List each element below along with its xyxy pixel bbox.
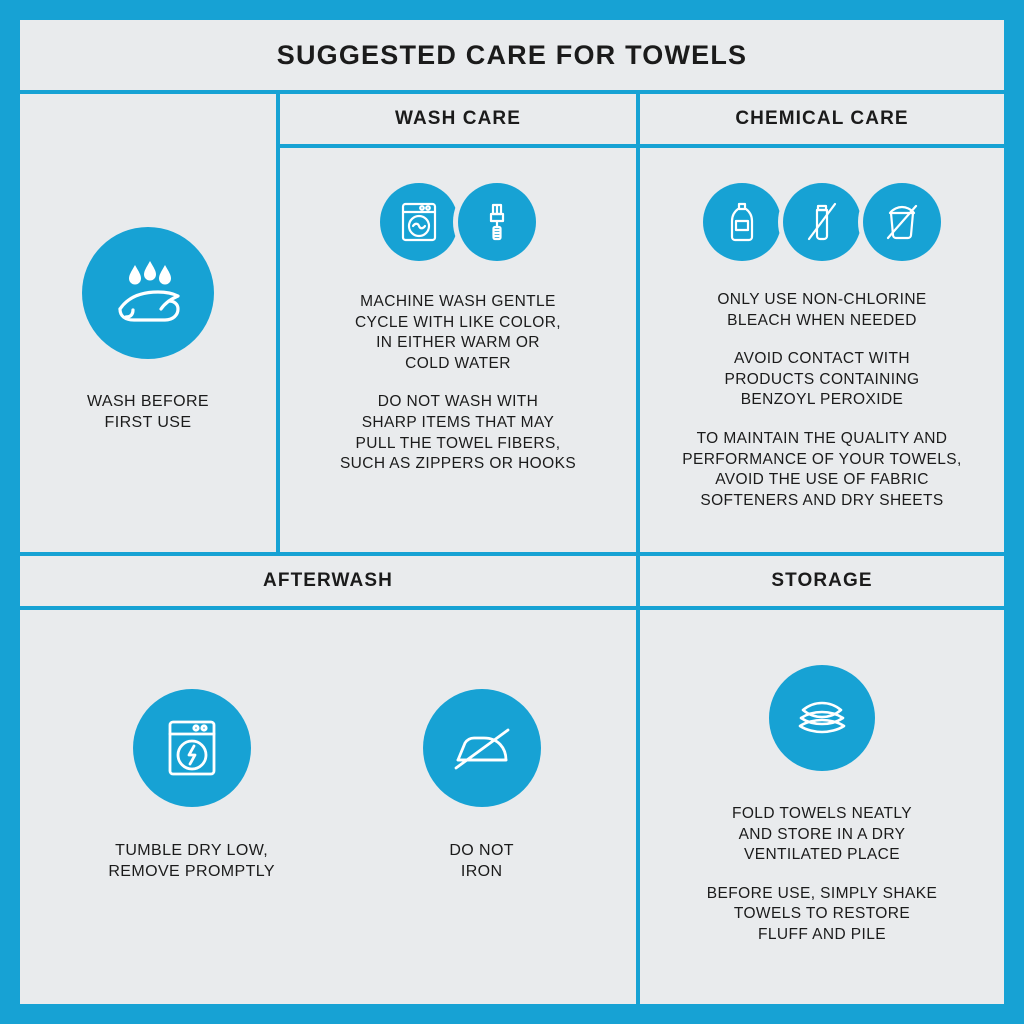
washing-machine-icon <box>380 183 458 261</box>
caption-line: PULL THE TOWEL FIBERS, <box>355 434 561 452</box>
caption-line: PERFORMANCE OF YOUR TOWELS, <box>682 450 962 468</box>
chemical-care-paragraph-1 <box>717 290 926 331</box>
afterwash-heading <box>20 556 636 606</box>
no-ointment-tube-icon-ring <box>778 178 866 266</box>
storage-section <box>640 556 1004 1004</box>
afterwash-item-do-not-iron <box>416 682 548 883</box>
bleach-bottle-icon <box>703 183 781 261</box>
chemical-care-paragraph-3 <box>682 429 962 511</box>
caption-line: TOWELS TO RESTORE <box>733 905 911 923</box>
caption-line: REMOVE PROMPTLY <box>108 863 275 881</box>
afterwash-section <box>20 556 636 1004</box>
zipper-icon <box>458 183 536 261</box>
caption-line: CYCLE WITH LIKE COLOR, <box>354 313 562 331</box>
tumble-dryer-icon-ring <box>126 682 258 814</box>
folded-towels-icon-ring <box>762 658 882 778</box>
page-title: SUGGESTED CARE FOR TOWELS <box>276 39 748 70</box>
no-ointment-tube-icon <box>783 183 861 261</box>
caption-line: AVOID CONTACT WITH <box>734 350 910 368</box>
chemical-care-body <box>640 148 1004 552</box>
storage-paragraph-2 <box>707 884 937 946</box>
caption-line: FIRST USE <box>104 414 192 431</box>
caption-line: IN EITHER WARM OR <box>376 334 540 352</box>
caption-line: FLUFF AND PILE <box>758 926 886 944</box>
chemical-care-icon-row <box>698 178 946 266</box>
caption-line: PRODUCTS CONTAINING <box>724 370 920 388</box>
wash-care-body <box>280 148 636 552</box>
caption-line: DO NOT <box>449 842 514 859</box>
caption-line: FOLD TOWELS NEATLY <box>731 805 913 822</box>
no-iron-icon <box>423 689 541 807</box>
afterwash-heading-text: AFTERWASH <box>263 570 393 591</box>
caption-line: VENTILATED PLACE <box>743 846 900 864</box>
caption-line: BENZOYL PEROXIDE <box>740 391 904 409</box>
chemical-care-paragraph-2 <box>724 349 919 411</box>
wash-care-heading <box>280 94 636 144</box>
caption-line: SOFTENERS AND DRY SHEETS <box>700 491 944 509</box>
wash-before-first-use-caption <box>87 391 209 434</box>
caption-line: AVOID THE USE OF FABRIC <box>715 471 929 489</box>
caption-line: BLEACH WHEN NEEDED <box>727 311 917 329</box>
bottom-band <box>20 556 1004 1004</box>
storage-heading-text: STORAGE <box>771 570 873 591</box>
caption-line: TO MAINTAIN THE QUALITY AND <box>696 430 948 448</box>
caption-line: SUCH AS ZIPPERS OR HOOKS <box>339 455 577 473</box>
no-fabric-softener-icon-ring <box>858 178 946 266</box>
no-fabric-softener-icon <box>863 183 941 261</box>
wash-before-first-use-panel <box>20 94 276 552</box>
wash-care-paragraph-2 <box>340 392 576 474</box>
caption-line: ONLY USE NON-CHLORINE <box>717 291 927 308</box>
storage-body <box>640 610 1004 1004</box>
caption-line: TUMBLE DRY LOW, <box>115 842 269 859</box>
zipper-icon-ring <box>453 178 541 266</box>
chemical-care-heading <box>640 94 1004 144</box>
caption-line: MACHINE WASH GENTLE <box>360 293 556 310</box>
caption-line: WASH BEFORE <box>86 392 210 410</box>
caption-line: BEFORE USE, SIMPLY SHAKE <box>706 884 938 902</box>
towel-with-water-drops-icon-ring <box>74 219 222 367</box>
bleach-bottle-icon-ring <box>698 178 786 266</box>
chemical-care-heading-text: CHEMICAL CARE <box>735 108 909 129</box>
washing-machine-icon-ring <box>375 178 463 266</box>
chemical-care-section <box>640 94 1004 552</box>
caption-line: IRON <box>460 863 503 881</box>
caption-line: DO NOT WASH WITH <box>377 393 539 411</box>
tumble-dryer-icon <box>133 689 251 807</box>
storage-heading <box>640 556 1004 606</box>
wash-care-paragraph-1 <box>355 292 561 374</box>
do-not-iron-caption <box>449 840 514 883</box>
wash-care-icon-row <box>375 178 541 266</box>
wash-care-heading-text: WASH CARE <box>394 108 521 129</box>
wash-care-section <box>280 94 636 552</box>
caption-line: COLD WATER <box>405 354 511 372</box>
tumble-dry-caption <box>108 840 275 883</box>
care-grid <box>20 20 1004 1004</box>
caption-line: AND STORE IN A DRY <box>738 825 906 843</box>
storage-paragraph-1 <box>732 804 912 866</box>
towel-with-water-drops-icon <box>82 227 214 359</box>
caption-line: SHARP ITEMS THAT MAY <box>361 414 555 432</box>
page-title-bar <box>20 20 1004 90</box>
folded-towels-icon <box>769 665 875 771</box>
top-band <box>20 94 1004 552</box>
no-iron-icon-ring <box>416 682 548 814</box>
afterwash-body <box>20 610 636 1004</box>
afterwash-item-tumble-dry <box>108 682 275 883</box>
